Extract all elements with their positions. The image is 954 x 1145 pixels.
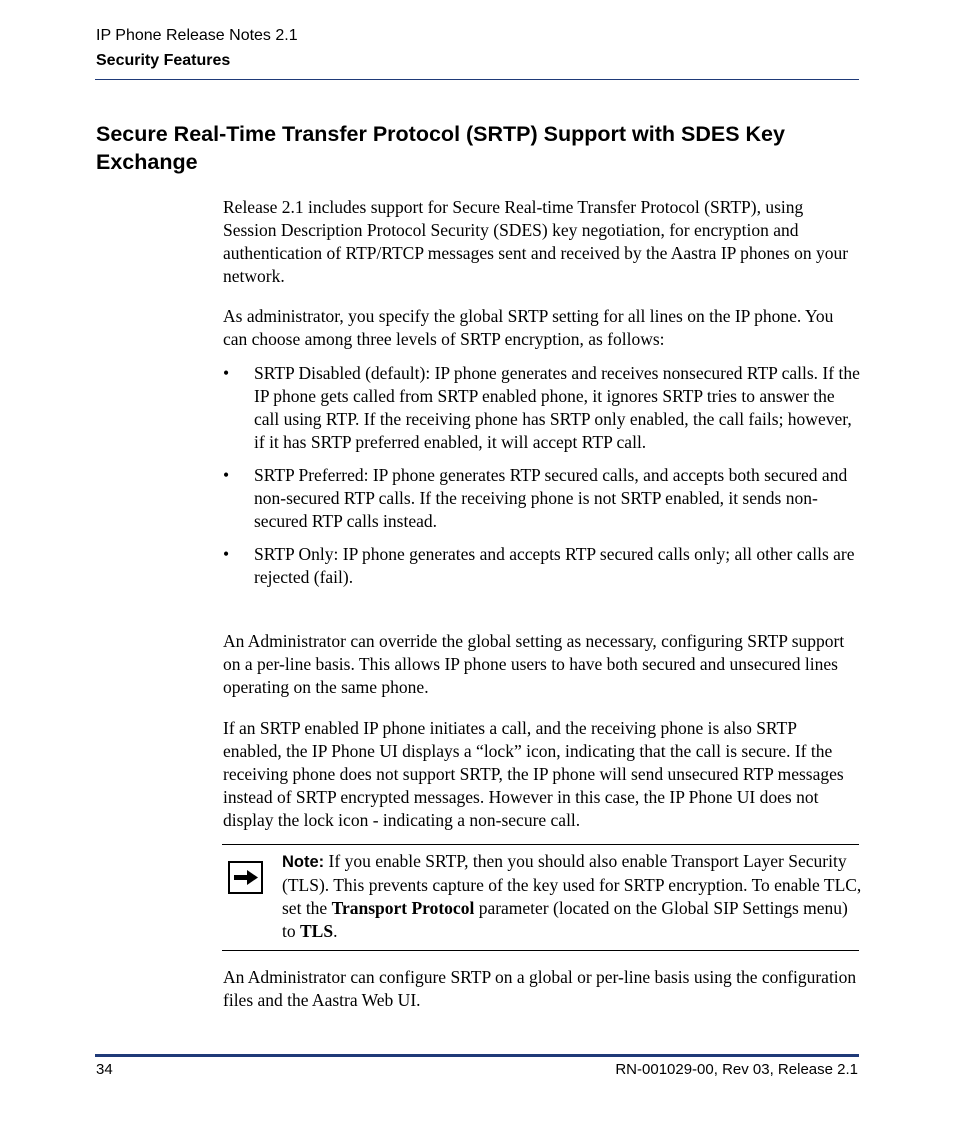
srtp-levels-list [223, 362, 863, 599]
intro-paragraph: Release 2.1 includes support for Secure Real-time Transfer Protocol (SRTP), using Session Description Protocol Security (SDES) key negotiation, for encryption and authentication of RTP/RTCP messages sent and received by the Aastra IP phones on your network. [223, 197, 849, 286]
header-divider [95, 79, 859, 80]
list-item [223, 543, 863, 589]
list-item-text: SRTP Disabled (default): IP phone generates and receives nonsecured RTP calls. If the IP phone gets called from SRTP enabled phone, it ignores SRTP tries to answer the call using RTP. If the receiving phone has SRTP only enabled, the call fails; however, if it has SRTP preferred enabled, it will accept RTP call. [254, 363, 860, 452]
note-text [282, 850, 862, 943]
note-parameter-name: Transport Protocol [331, 898, 475, 918]
note-label: Note: [282, 853, 325, 871]
bullet-icon: • [223, 544, 230, 564]
footer-doc-id: RN-001029-00, Rev 03, Release 2.1 [615, 1061, 858, 1078]
note-top-divider [222, 844, 859, 845]
list-item [223, 464, 863, 533]
page-heading: Secure Real-Time Transfer Protocol (SRTP) Support with SDES Key Exchange [96, 122, 785, 174]
header-doc-title: IP Phone Release Notes 2.1 [96, 27, 298, 44]
note-bottom-divider [222, 950, 859, 951]
note-text-part: If you enable SRTP, then you should also enable Transport Layer Security (TLS). This prevents capture of the key used for SRTP encryption. To enable TLC, set the [282, 851, 862, 918]
footer-divider [95, 1054, 859, 1057]
configuration-paragraph: An Administrator can configure SRTP on a global or per-line basis using the configuration files and the Aastra Web UI. [223, 967, 857, 1010]
bullet-icon: • [223, 363, 230, 383]
note-parameter-value: TLS [300, 921, 334, 941]
note-text-part: parameter (located on the Global SIP Settings menu) to [282, 898, 848, 941]
header-section-title: Security Features [96, 52, 231, 69]
list-item-text: SRTP Preferred: IP phone generates RTP secured calls, and accepts both secured and non-secured RTP calls. If the receiving phone is not SRTP enabled, it sends non-secured RTP calls instead. [254, 465, 848, 531]
arrow-right-icon [228, 861, 263, 894]
levels-intro-paragraph: As administrator, you specify the global SRTP setting for all lines on the IP phone. You can choose among three levels of SRTP encryption, as follows: [223, 306, 834, 349]
list-item [223, 362, 863, 454]
bullet-icon: • [223, 465, 230, 485]
note-text-part: . [333, 921, 338, 941]
list-item-text: SRTP Only: IP phone generates and accepts RTP secured calls only; all other calls are rejected (fail). [254, 544, 855, 587]
override-paragraph: An Administrator can override the global setting as necessary, configuring SRTP support on a per-line basis. This allows IP phone users to have both secured and unsecured lines operating on the same phone. [223, 631, 845, 697]
page-number: 34 [96, 1061, 113, 1078]
lock-icon-paragraph: If an SRTP enabled IP phone initiates a call, and the receiving phone is also SRTP enabled, the IP Phone UI displays a “lock” icon, indicating that the call is secure. If the receiving phone does not support SRTP, the IP phone will send unsecured RTP messages instead of SRTP encrypted messages. However in this case, the IP Phone UI does not display the lock icon - indicating a non-secure call. [223, 718, 844, 830]
